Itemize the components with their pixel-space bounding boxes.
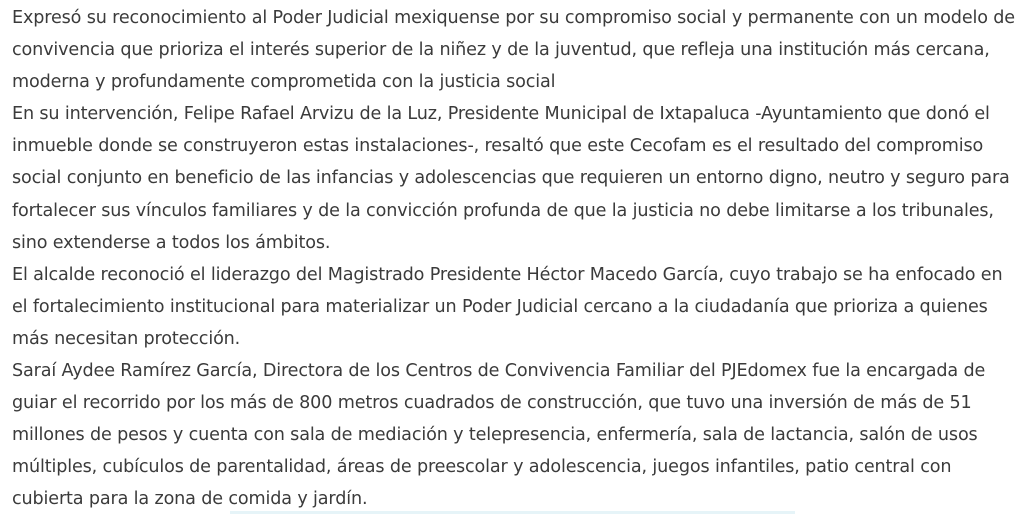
- section-divider: [230, 511, 795, 514]
- paragraph-reconocimiento: Expresó su reconocimiento al Poder Judicial mexiquense por su compromiso social y permanente con un modelo de convivencia que prioriza el interés superior de la niñez y de la juventud, que refleja una institución más cercana, moderna y profundamente comprometida con la justicia social: [12, 8, 1015, 93]
- article-body: [12, 2, 1018, 516]
- paragraph-intervencion: En su intervención, Felipe Rafael Arvizu de la Luz, Presidente Municipal de Ixtapaluca -Ayuntamiento que donó el inmueble donde se construyeron estas instalaciones-, resaltó que este Cecofam es el resultado del compromiso social conjunto en beneficio de las infancias y adolescencias que requieren un entorno digno, neutro y seguro para fortalecer sus vínculos familiares y de la convicción profunda de que la justicia no debe limitarse a los tribunales, sino extenderse a todos los ámbitos.: [12, 104, 1010, 253]
- paragraph-alcalde: El alcalde reconoció el liderazgo del Magistrado Presidente Héctor Macedo García, cuyo trabajo se ha enfocado en el fortalecimiento institucional para materializar un Poder Judicial cercano a la ciudadanía que prioriza a quienes más necesitan protección.: [12, 264, 1003, 349]
- paragraph-recorrido: Saraí Aydee Ramírez García, Directora de los Centros de Convivencia Familiar del PJEdomex fue la encargada de guiar el recorrido por los más de 800 metros cuadrados de construcción, que tuvo una inversión de más de 51 millones de pesos y cuenta con sala de mediación y telepresencia, enfermería, sala de lactancia, salón de usos múltiples, cubículos de parentalidad, áreas de preescolar y adolescencia, juegos infantiles, patio central con cubierta para la zona de comida y jardín.: [12, 361, 986, 510]
